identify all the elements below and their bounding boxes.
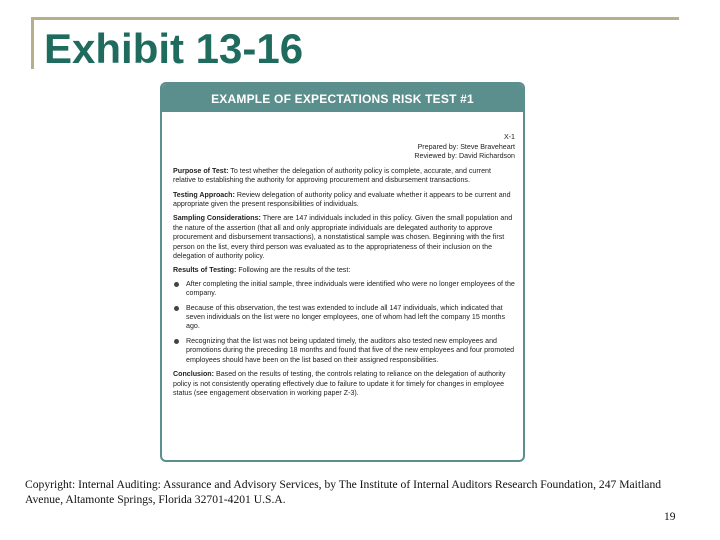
- exhibit-body: [162, 112, 523, 398]
- page-number: 19: [664, 511, 676, 523]
- prepared-by-label: Prepared by:: [417, 142, 459, 151]
- copyright-note: Copyright: Internal Auditing: Assurance and Advisory Services, by The Institute of Internal Auditors Research Foundation, 247 Maitland Avenue, Altamonte Springs, Florida 32701-4201 U.S.A.: [25, 478, 662, 506]
- exhibit-header: EXAMPLE OF EXPECTATIONS RISK TEST #1: [162, 84, 523, 112]
- conclusion-label: Conclusion:: [173, 370, 214, 379]
- results-label: Results of Testing:: [173, 266, 237, 275]
- list-item: [186, 337, 515, 365]
- prepared-by-name: Steve Braveheart: [460, 142, 515, 151]
- title-frame-top-rule: [31, 17, 679, 20]
- result-item-text: Recognizing that the list was not being updated timely, the auditors also tested new employees and promotions during the preceding 18 months and found that five of the new employees and four promoted employees should have been on the list based on their assigned responsibilities.: [186, 336, 515, 364]
- result-item-text: Because of this observation, the test was extended to include all 147 individuals, which indicated that seven individuals on the list were no longer employees, one of whom had left the company 15 months ago.: [186, 303, 506, 331]
- reviewed-by-name: David Richardson: [459, 152, 515, 161]
- workpaper-meta: [173, 133, 515, 162]
- exhibit-card: [160, 82, 525, 462]
- reviewed-by-label: Reviewed by:: [414, 152, 458, 161]
- conclusion-section: [173, 370, 515, 398]
- bullet-icon: [174, 282, 179, 287]
- bullet-icon: [174, 306, 179, 311]
- approach-section: [173, 191, 515, 210]
- slide-title: Exhibit 13-16: [44, 25, 304, 72]
- reviewed-by-row: [173, 152, 515, 162]
- title-frame-left-rule: [31, 17, 34, 69]
- bullet-icon: [174, 339, 179, 344]
- sampling-section: [173, 214, 515, 261]
- results-intro: Following are the results of the test:: [238, 266, 351, 275]
- result-item-text: After completing the initial sample, three individuals were identified who were no longer employees of the company.: [186, 279, 515, 298]
- prepared-by-row: [173, 143, 515, 153]
- list-item: [186, 280, 515, 299]
- sampling-text: There are 147 individuals included in this policy. Given the small population and the nature of the assertion (that all and only appropriate individuals are delegated authority to approve procurement and disbursement transactions), a nonstatistical sample was chosen. Beginning with the first person on the list, every third person was evaluated as to the appropriateness of their inclusion on the delegation of authority policy.: [173, 214, 513, 261]
- sampling-label: Sampling Considerations:: [173, 214, 261, 223]
- purpose-section: [173, 167, 515, 186]
- results-list: [173, 280, 515, 365]
- workpaper-ref: X-1: [503, 133, 515, 141]
- conclusion-text: Based on the results of testing, the controls relating to reliance on the delegation of authority policy is not consistently operating effectively due to failure to update it for timely for changes in employee status (see engagement observation in working paper Z-3).: [173, 370, 506, 397]
- purpose-text: To test whether the delegation of authority policy is complete, accurate, and current relative to establishing the authority for approving procurement and disbursement transactions.: [173, 166, 491, 185]
- list-item: [186, 304, 515, 332]
- purpose-label: Purpose of Test:: [173, 166, 229, 175]
- approach-label: Testing Approach:: [173, 190, 235, 199]
- results-section: [173, 266, 515, 365]
- approach-text: Review delegation of authority policy and evaluate whether it appears to be current and appropriate given the present responsibilities of individuals.: [173, 190, 511, 208]
